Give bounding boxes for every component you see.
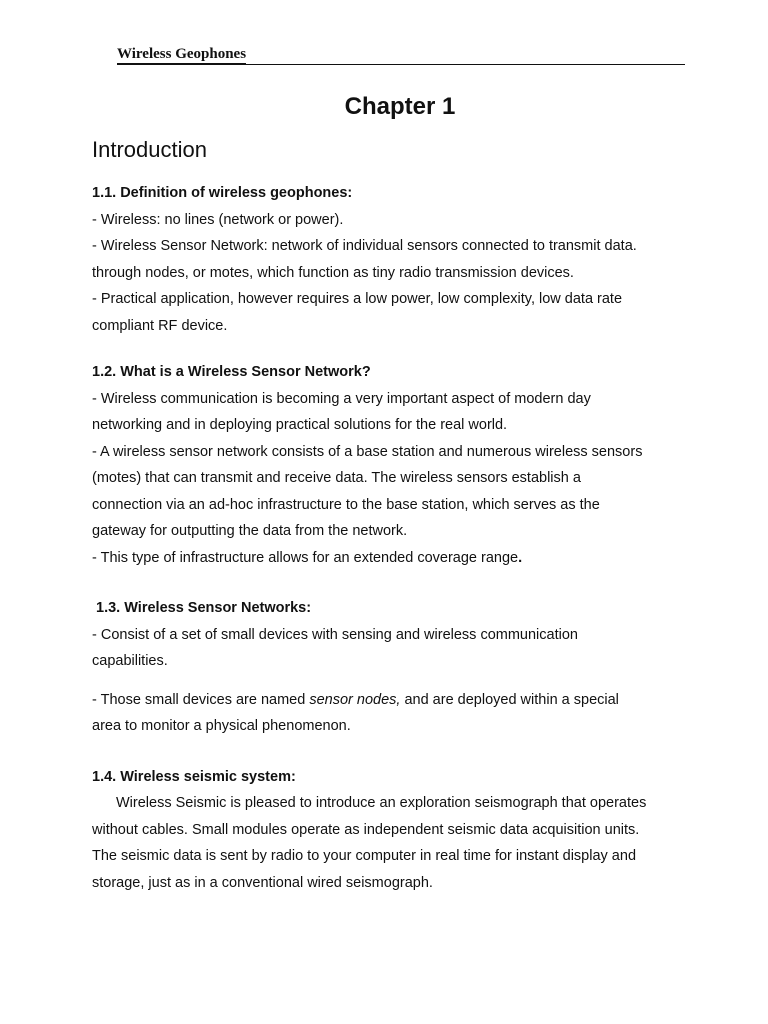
- emphasis-term: sensor nodes,: [309, 691, 401, 708]
- paragraph-line: storage, just as in a conventional wired seismograph.: [92, 874, 433, 891]
- running-header: [117, 46, 685, 65]
- paragraph-line: - Wireless: no lines (network or power).: [92, 211, 344, 228]
- paragraph-line: connection via an ad-hoc infrastructure to the base station, which serves as the: [92, 496, 600, 513]
- paragraph-line: gateway for outputting the data from the network.: [92, 523, 408, 539]
- header-title: Wireless Geophones: [117, 46, 247, 62]
- section-heading-1-2: 1.2. What is a Wireless Sensor Network?: [92, 364, 371, 380]
- paragraph-line: networking and in deploying practical solutions for the real world.: [92, 417, 508, 433]
- paragraph-line: through nodes, or motes, which function as tiny radio transmission devices.: [92, 264, 574, 281]
- paragraph-line: compliant RF device.: [92, 317, 228, 334]
- paragraph-text: - This type of infrastructure allows for an extended coverage range: [92, 549, 519, 566]
- paragraph-line: - A wireless sensor network consists of a base station and numerous wireless sensors: [92, 443, 643, 460]
- paragraph-line: - Practical application, however requires a low power, low complexity, low data rate: [92, 291, 623, 307]
- paragraph-text: Wireless Seismic is pleased to introduce an exploration seismograph that operates: [116, 795, 647, 811]
- section-heading-1-3: 1.3. Wireless Sensor Networks:: [92, 600, 312, 616]
- paragraph-line: [92, 545, 692, 572]
- paragraph-line: area to monitor a physical phenomenon.: [92, 718, 351, 734]
- paragraph-text: - Those small devices are named: [92, 691, 310, 708]
- paragraph-line: - Wireless Sensor Network: network of individual sensors connected to transmit data.: [92, 238, 637, 254]
- paragraph-line: without cables. Small modules operate as independent seismic data acquisition units.: [92, 821, 640, 838]
- paragraph-line: - Wireless communication is becoming a very important aspect of modern day: [92, 390, 591, 407]
- paragraph-line: [92, 790, 692, 817]
- section-heading-1-1: 1.1. Definition of wireless geophones:: [92, 185, 353, 201]
- paragraph-line: capabilities.: [92, 653, 168, 669]
- chapter-subtitle: Introduction: [92, 137, 207, 162]
- paragraph-line: [92, 687, 692, 714]
- paragraph-text: and are deployed within a special: [400, 691, 619, 708]
- document-body: [92, 180, 692, 896]
- paragraph-line: (motes) that can transmit and receive data. The wireless sensors establish a: [92, 470, 581, 486]
- paragraph-line: The seismic data is sent by radio to your computer in real time for instant display and: [92, 848, 637, 864]
- paragraph-period: .: [518, 549, 523, 566]
- chapter-title: Chapter 1: [344, 93, 456, 120]
- paragraph-line: - Consist of a set of small devices with sensing and wireless communication: [92, 626, 578, 643]
- section-heading-1-4: 1.4. Wireless seismic system:: [92, 768, 296, 785]
